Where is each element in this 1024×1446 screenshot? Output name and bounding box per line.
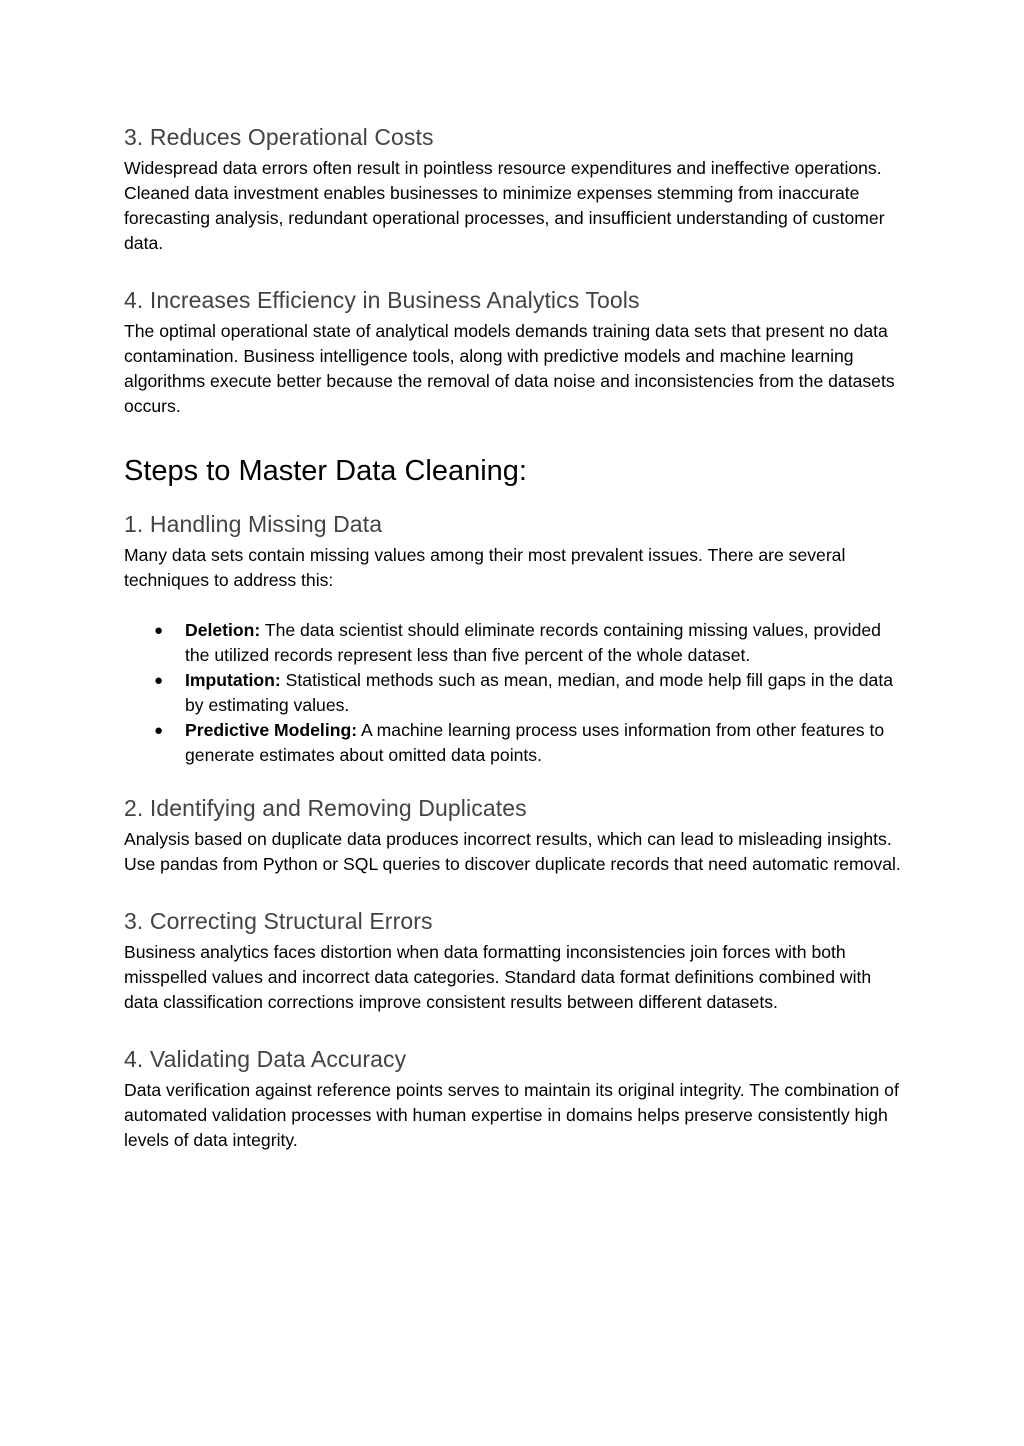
list-item — [124, 668, 904, 718]
section-paragraph: Many data sets contain missing values among their most prevalent issues. There are several techniques to address this: — [124, 545, 846, 590]
list-item-term: Deletion: — [185, 620, 261, 640]
document-page — [124, 122, 904, 1182]
section-paragraph: Analysis based on duplicate data produces incorrect results, which can lead to misleading insights. Use pandas from Python or SQL queries to discover duplicate records that need automatic removal. — [124, 829, 901, 874]
bullet-icon: ● — [154, 672, 164, 689]
list-item-term: Imputation: — [185, 670, 281, 690]
techniques-list — [124, 618, 904, 768]
section-heading: 3. Correcting Structural Errors — [124, 908, 433, 934]
step-handling-missing-data — [124, 509, 904, 768]
bullet-icon: ● — [154, 622, 164, 639]
steps-title: Steps to Master Data Cleaning: — [124, 455, 527, 487]
bullet-icon: ● — [154, 722, 164, 739]
section-reduces-costs — [124, 122, 904, 256]
list-item-text: A machine learning process uses information from other features to generate estimates about omitted data points. — [185, 720, 885, 765]
section-heading: 2. Identifying and Removing Duplicates — [124, 795, 527, 821]
list-item — [124, 718, 904, 768]
section-increases-efficiency — [124, 285, 904, 419]
list-item-term: Predictive Modeling: — [185, 720, 358, 740]
section-paragraph: Business analytics faces distortion when data formatting inconsistencies join forces with both misspelled values and incorrect data categories. Standard data format definitions combined with data classification corrections improve consistent results between different datasets. — [124, 942, 872, 1012]
section-heading: 4. Validating Data Accuracy — [124, 1046, 407, 1072]
section-heading: 1. Handling Missing Data — [124, 511, 383, 537]
list-item-text: Statistical methods such as mean, median, and mode help fill gaps in the data by estimating values. — [185, 670, 894, 715]
list-item-text: The data scientist should eliminate records containing missing values, provided the utilized records represent less than five percent of the whole dataset. — [185, 620, 881, 665]
step-validating-accuracy — [124, 1044, 904, 1153]
section-paragraph: Widespread data errors often result in pointless resource expenditures and ineffective operations. Cleaned data investment enables businesses to minimize expenses stemming from inaccurate forecasting analysis, redundant operational processes, and insufficient understanding of customer data. — [124, 158, 885, 253]
step-structural-errors — [124, 906, 904, 1015]
step-removing-duplicates — [124, 793, 904, 877]
section-paragraph: The optimal operational state of analytical models demands training data sets that present no data contamination. Business intelligence tools, along with predictive models and machine learning algorithms execute better because the removal of data noise and inconsistencies from the datasets occurs. — [124, 321, 895, 416]
section-heading: 3. Reduces Operational Costs — [124, 124, 434, 150]
list-item — [124, 618, 904, 668]
section-heading: 4. Increases Efficiency in Business Analytics Tools — [124, 287, 640, 313]
section-paragraph: Data verification against reference points serves to maintain its original integrity. The combination of automated validation processes with human expertise in domains helps preserve consistently high levels of data integrity. — [124, 1080, 899, 1150]
